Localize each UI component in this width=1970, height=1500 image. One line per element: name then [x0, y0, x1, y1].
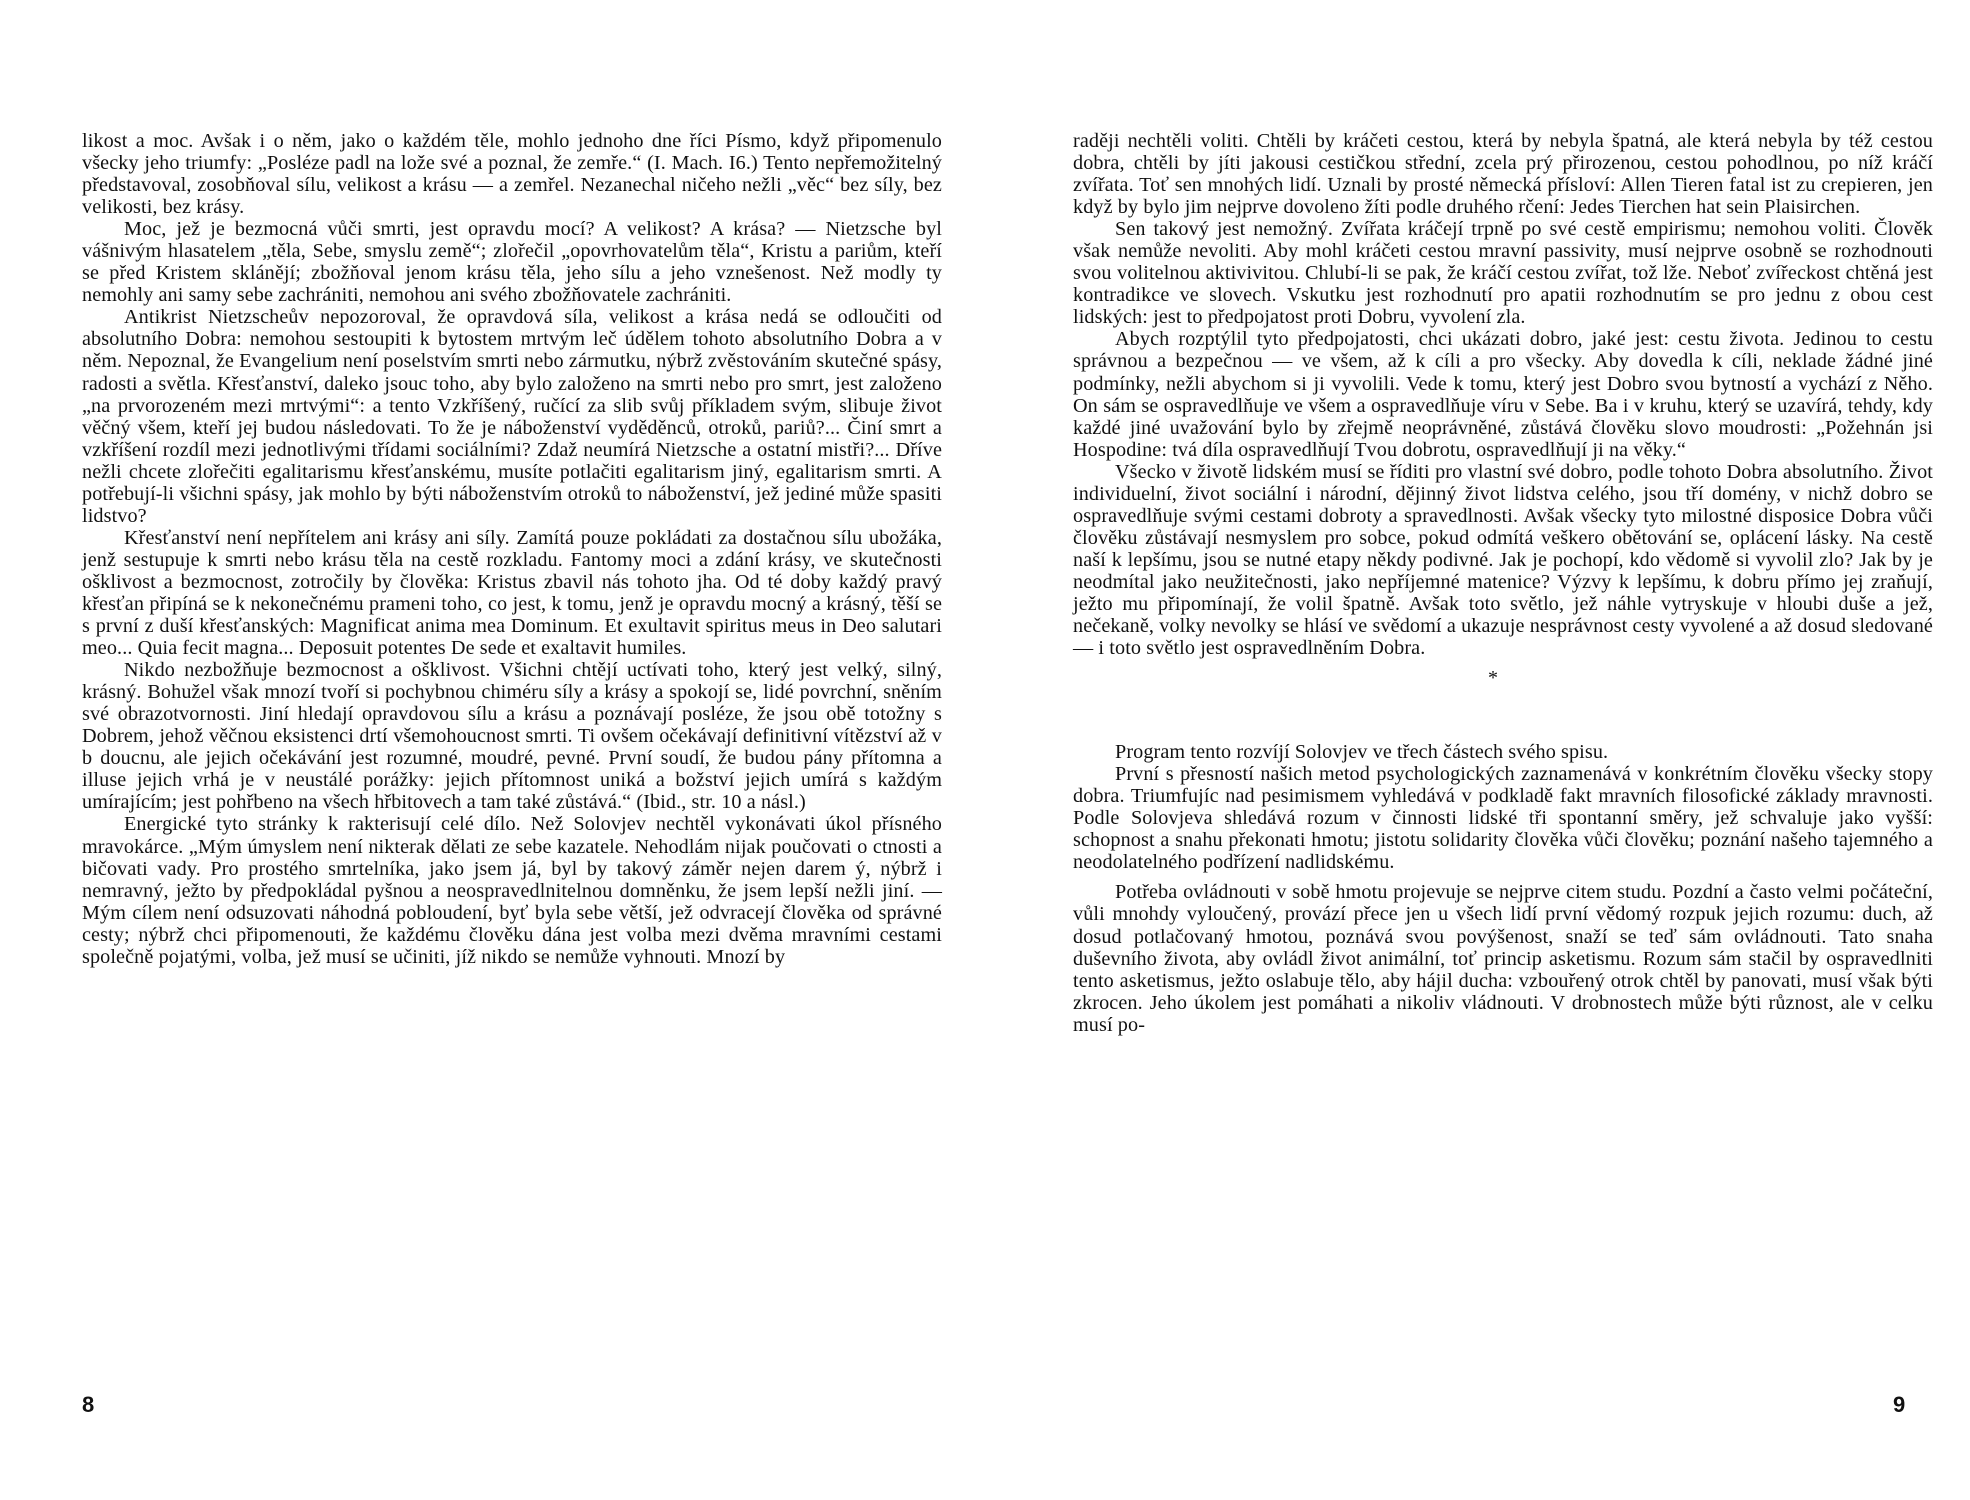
paragraph: Antikrist Nietzscheův nepozoroval, že opravdová síla, velikost a krása nedá se odloučiti od absolutního Dobra: nemohou sestoupiti k bytostem mrtvým leč údělem tohoto absolutního Dobra a v něm. Nepoznal, že Evangelium není poselstvím smrti nebo zármutku, nýbrž zvěstováním skutečné spásy, radosti a světla. Křesťanství, daleko jsouc toho, aby bylo založeno na smrti nebo pro smrt, jest založeno „na prvorozeném mezi mrtvými“: a tento Vzkříšený, ručící za slib svůj příkladem svým, slibuje život věčný všem, kteří jej budou následovati. To že je náboženství vyděděnců, otroků, pariů?... Činí smrt a vzkříšení rozdíl mezi jednotlivými třídami sociálními? Zdaž neumírá Nietzsche a ostatní mistři?... Dříve nežli chcete zlořečiti egalitarismu křesťanskému, musíte potlačiti egalitarism jiný, egalitarism smrti. A potřebují-li všichni spásy, jak mohlo by býti náboženstvím otroků to náboženství, jež jediné může spasiti lidstvo? [82, 306, 942, 527]
paragraph: raději nechtěli voliti. Chtěli by kráčeti cestou, která by nebyla špatná, ale která nebyla by též cestou dobra, chtěli by jíti jakousi cestičkou střední, zcela prý přirozenou, cestou pohodlnou, po níž kráčí zvířata. Toť sen mnohých lidí. Uznali by prosté německá přísloví: Allen Tieren fatal ist zu crepieren, jen když by bylo jim nejprve dovoleno žíti podle druhého rčení: Jedes Tierchen hat sein Plaisirchen. [1073, 130, 1933, 219]
paragraph: Sen takový jest nemožný. Zvířata kráčejí trpně po své cestě empirismu; nemohou voliti. Člověk však nemůže nevoliti. Aby mohl kráčeti cestou mravní passivity, musí nejprve osobně se rozhodnouti svou volitelnou aktivivitou. Chlubí-li se pak, že kráčí cestou zvířat, tož lže. Neboť zvířeckost chtěná jest kontradikce ve slovech. Vskutku jest rozhodnutí pro apatii rozhodnutím se pro jednu z obou cest lidských: jest to předpojatost proti Dobru, vyvolení zla. [1073, 218, 1933, 329]
paragraph: Potřeba ovládnouti v sobě hmotu projevuje se nejprve citem studu. Pozdní a často velmi počáteční, vůli mnohdy vyloučený, provází přece jen u všech lidí první vědomý rozpuk jejich rozumu: duch, až dosud potlačovaný hmotou, poznává svou povýšenost, snaží se teď sám ovládnouti. Tato snaha duševního života, aby ovládl život animální, toť princip asketismu. Rozum sám stačil by ospravedlniti tento asketismus, ježto oslabuje tělo, aby hájil ducha: vzbouřený otrok chtěl by panovati, musí však býti zkrocen. Jeho úkolem jest pomáhati a nikoliv vládnouti. V drobnostech může býti různost, ale v celku musí po- [1073, 881, 1933, 1036]
paragraph: Všecko v životě lidském musí se říditi pro vlastní své dobro, podle tohoto Dobra absolutního. Život individuelní, život sociální i národní, dějinný život lidstva celého, jsou tří domény, v nichž dobro se ospravedlňuje svými cestami dobroty a spravedlnosti. Avšak všecky tyto milostné disposice Dobra vůči člověku zůstávají nesmyslem pro sobce, pokud odmítá veškero obětování se, oplácení lásky. Na cestě naší k lepšímu, jsou se nutné etapy někdy podivné. Jak je pochopí, kdo vědomě si vyvolil zlo? Jak by je neodmítal jako neužitečnosti, jako nepříjemné matenice? Výzvy k lepšímu, k dobru přímo jej zraňují, ježto mu připomínají, že volil špatně. Avšak toto světlo, jež náhle vytryskuje v hloubi duše a jež, nečekaně, volky nevolky se hlásí ve svědomí a ukazuje nesprávnost cesty vyvolené a až dosud sledované — i toto světlo jest ospravedlněním Dobra. [1073, 460, 1933, 660]
paragraph: Energické tyto stránky k rakterisují celé dílo. Než Solovjev nechtěl vykonávati úkol přísného mravokárce. „Mým úmyslem není nikterak dělati ze sebe kazatele. Nehodlám nijak poučovati o ctnosti a bičovati vady. Pro prostého smrtelníka, jako jsem já, byl by takový záměr nejen darem ý, nýbrž i nemravný, ježto by předpokládal pyšnou a neospravedlnitelnou domněnku, že jsem lepší nežli jiní. — Mým cílem není odsuzovati náhodná pobloudení, byť byla sebe větší, jež odvracejí člověka od správné cesty; nýbrž chci připomenouti, že každému člověku dána jest volba mezi dvěma mravními cestami společně pojatými, volba, jež musí se učiniti, jíž nikdo se nemůže vyhnouti. Mnozí by [82, 813, 942, 968]
paragraph: Moc, jež je bezmocná vůči smrti, jest opravdu mocí? A velikost? A krása? — Nietzsche byl vášnivým hlasatelem „těla, Sebe, smyslu země“; zlořečil „opovrhovatelům těla“, Kristu a pariům, kteří se před Kristem sklánějí; zbožňoval jenom krásu těla, jeho sílu a jeho vznešenost. Než modly ty nemohly ani samy sebe zachrániti, nemohou ani svého zbožňovatele zachrániti. [82, 218, 942, 307]
paragraph: Abych rozptýlil tyto předpojatosti, chci ukázati dobro, jaké jest: cestu života. Jedinou to cestu správnou a bezpečnou — ve všem, až k cíli a pro všecky. Aby dovedla k cíli, neklade žádné jiné podmínky, nežli abychom si ji vyvolili. Vede k tomu, který jest Dobro svou bytností a vychází z Něho. On sám se ospravedlňuje ve všem a ospravedlňuje víru v Sebe. Ba i v kruhu, který se uzavírá, tehdy, kdy každé jiné uvažování bylo by zřejmě neoprávněné, zůstává člověku slovo moudrosti: „Požehnán jsi Hospodine: tvá díla ospravedlňují Tvou dobrotu, ospravedlňují ji na věky.“ [1073, 328, 1933, 461]
paragraph: Křesťanství není nepřítelem ani krásy ani síly. Zamítá pouze pokládati za dostačnou sílu ubožáka, jenž sestupuje k smrti nebo krásu těla na cestě rozkladu. Fantomy moci a zdání krásy, ve skutečnosti ošklivost a bezmocnost, zotročily by člověka: Kristus zbavil nás tohoto jha. Od té doby každý pravý křesťan připíná se k nekonečnému prameni toho, co jest, k tomu, jenž je opravdu mocný a krásný, těší se s první z duší křesťanských: Magnificat anima mea Dominum. Et exultavit spiritus meus in Deo salutari meo... Quia fecit magna... Deposuit potentes De sede et exaltavit humiles. [82, 526, 942, 660]
paragraph: Nikdo nezbožňuje bezmocnost a ošklivost. Všichni chtějí uctívati toho, který jest velký, silný, krásný. Bohužel však mnozí tvoří si pochybnou chiméru síly a krásy a spokojí se, lidé povrchní, sněním své obrazotvornosti. Jiní hledají opravdovou sílu a krásu a poznávají posléze, že jsou obě totožny s Dobrem, jehož věčnou eksistenci drtí všemohoucnost smrti. Ti ovšem očekávají definitivní vítězství až v b doucnu, ale jejich očekávání jest rozumné, moudré, pevné. První soudí, že budou pány přítomna a illuse jejich vrhá je v neustálé porážky: jejich přítomnost uniká a božství jejich umírá s každým umírajícím; jest pohřbeno na všech hřbitovech a tam také zůstává.“ (Ibid., str. 10 a násl.) [82, 659, 942, 814]
paragraph: likost a moc. Avšak i o něm, jako o každém těle, mohlo jednoho dne říci Písmo, když připomenulo všecky jeho triumfy: „Posléze padl na lože své a poznal, že zemře.“ (I. Mach. I6.) Tento nepřemožitelný představoval, zosobňoval sílu, velikost a krásu — a zemřel. Nezanechal ničeho nežli „věc“ bez síly, bez velikosti, bez krásy. [82, 130, 942, 219]
paragraph: První s přesností našich metod psychologických zaznamenává v konkrétním člověku všecky stopy dobra. Triumfujíc nad pesimismem vyhledává v podkladě fakt mravních filosofické základy mravnosti. Podle Solovjeva shledává rozum v činnosti lidské tři spontanní směry, jež schvaluje jako vyšší: schopnost a snahu překonati hmotu; jistotu solidarity člověka vůči člověku; poznání našeho tajemného a neodolatelného podřízení nadlidskému. [1073, 763, 1933, 874]
left-page [82, 130, 942, 968]
right-page [1073, 130, 1933, 1036]
page-number-right: 9 [1893, 1392, 1906, 1417]
page-number-left: 8 [82, 1392, 95, 1417]
section-separator: * [1488, 667, 1498, 690]
paragraph: Program tento rozvíjí Solovjev ve třech částech svého spisu. [1115, 741, 1609, 764]
